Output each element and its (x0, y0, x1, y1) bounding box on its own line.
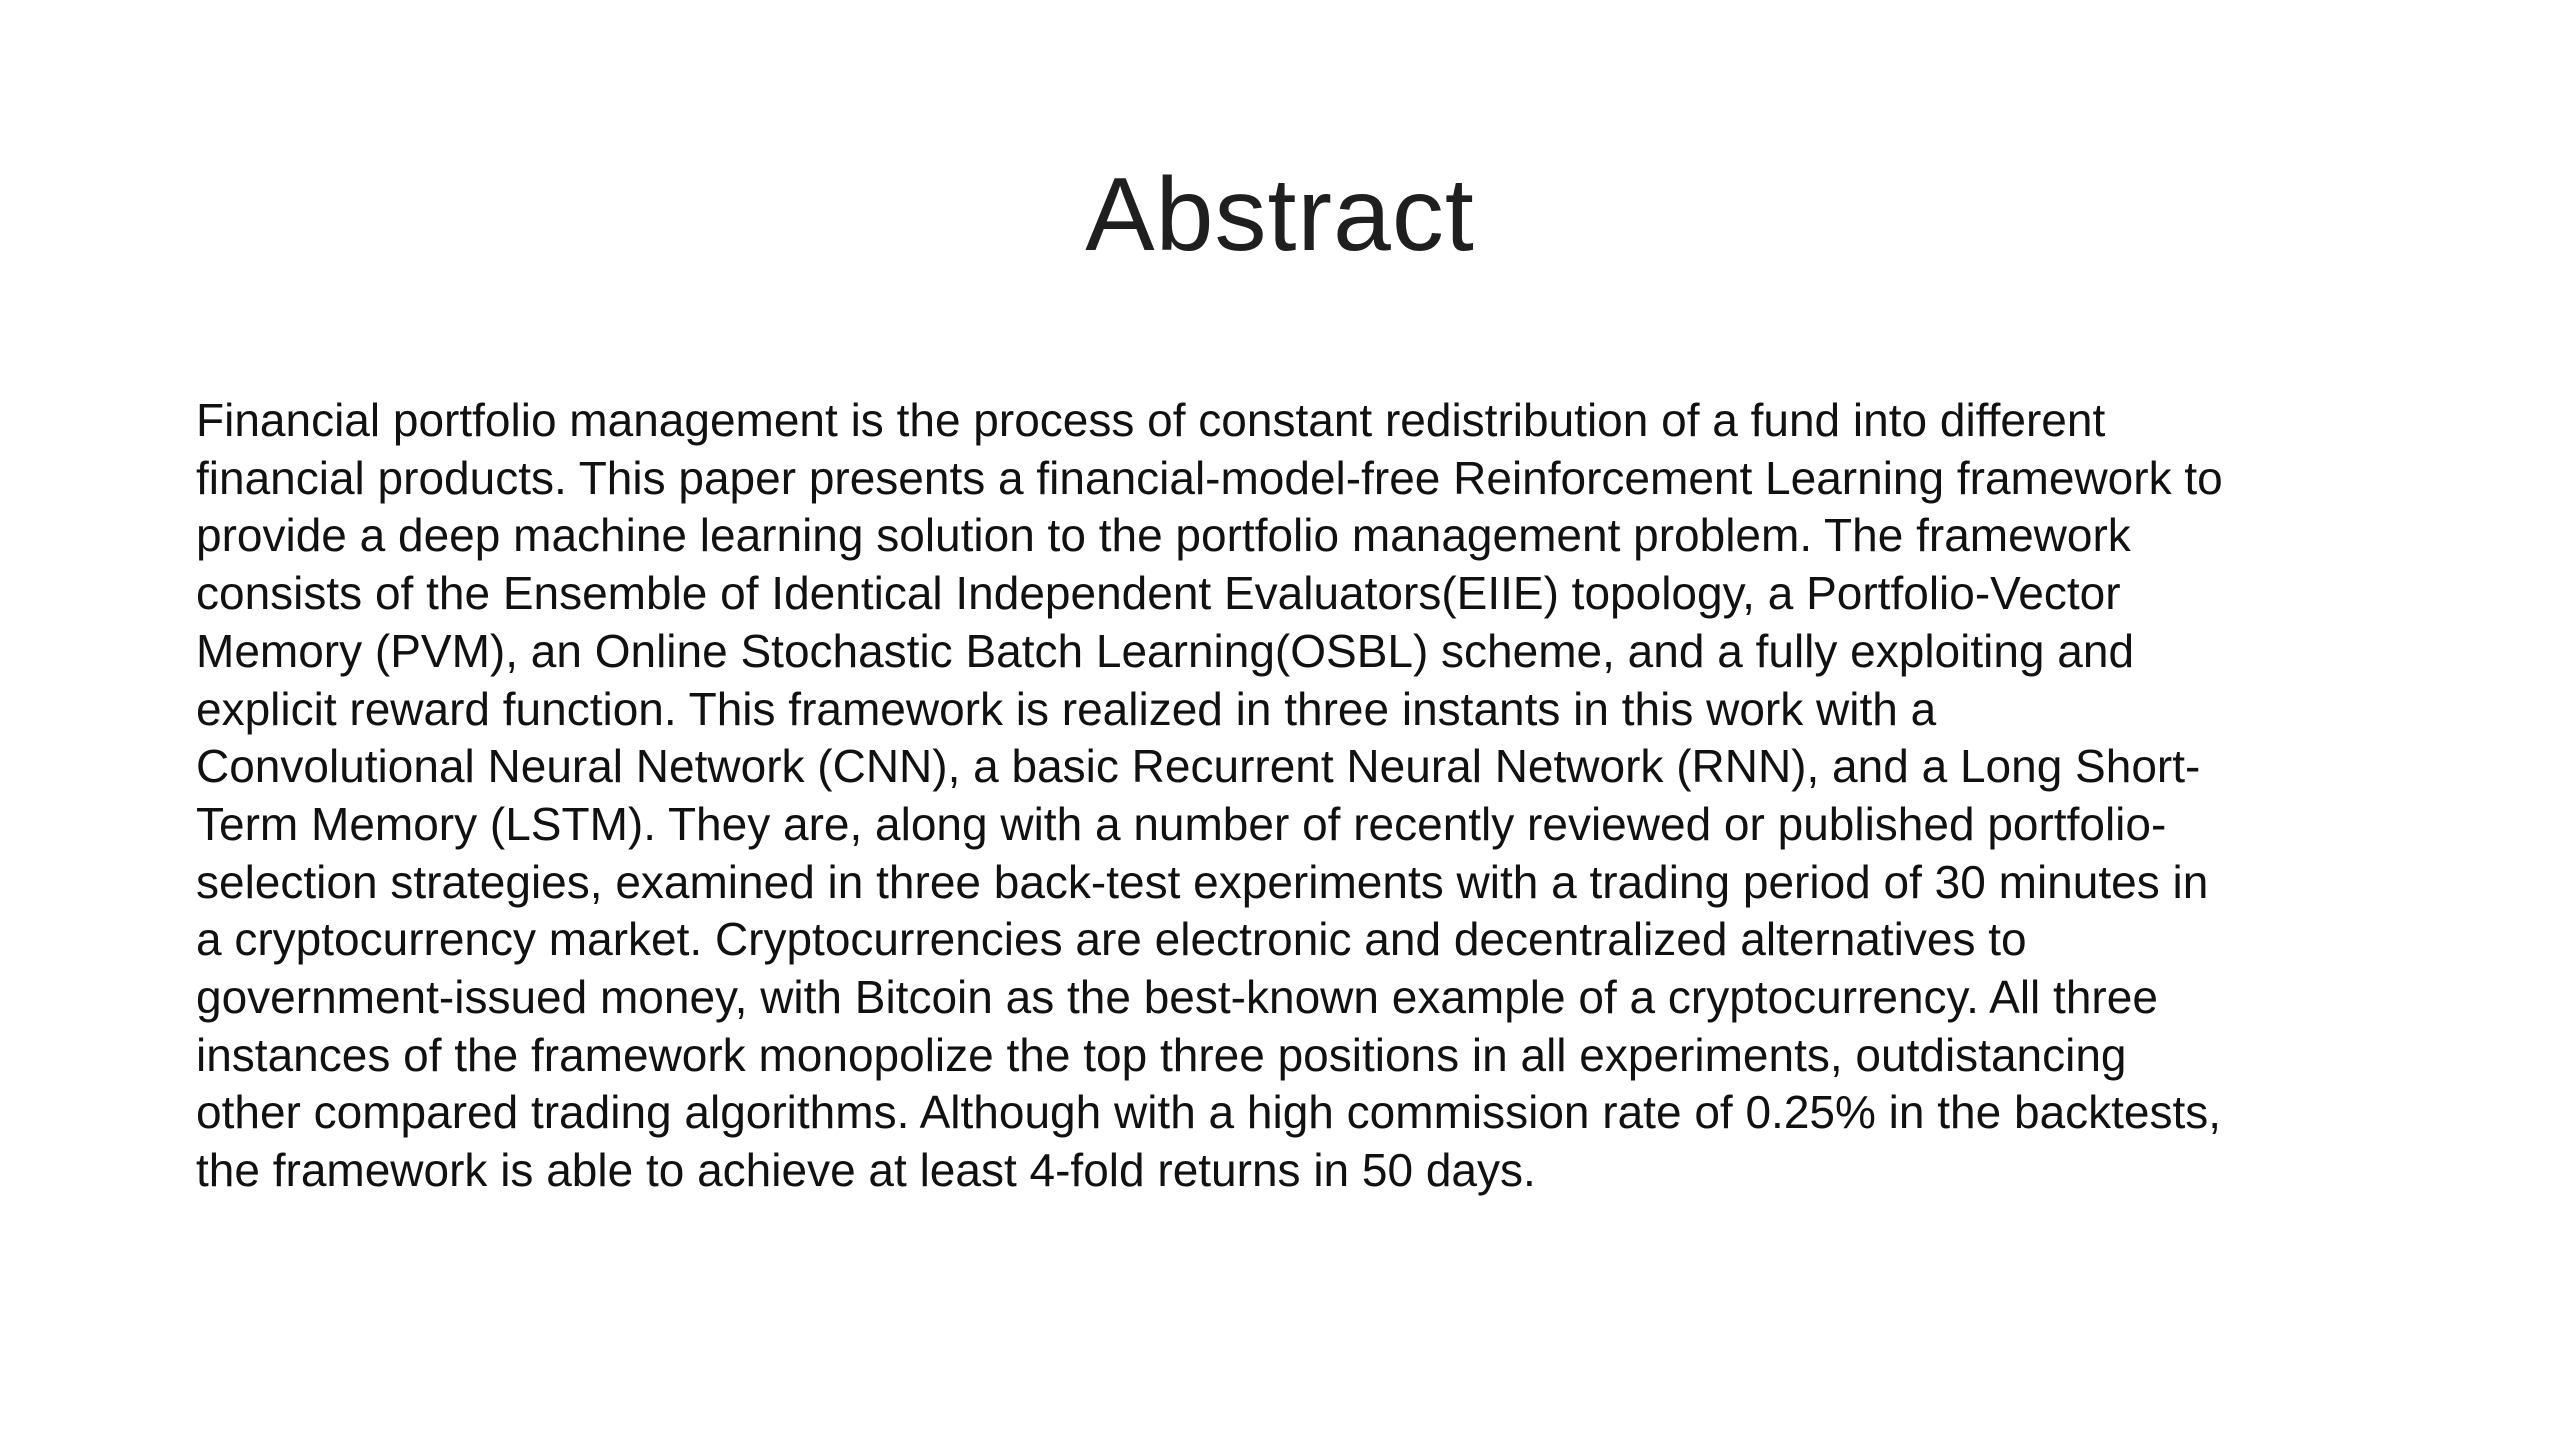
abstract-line: other compared trading algorithms. Although with a high commission rate of 0.25% in the backtests, (196, 1086, 2222, 1139)
abstract-line: Term Memory (LSTM). They are, along with a number of recently reviewed or published portfolio- (196, 797, 2167, 850)
abstract-line: Convolutional Neural Network (CNN), a basic Recurrent Neural Network (RNN), and a Long Short- (196, 740, 2201, 793)
abstract-line: the framework is able to achieve at least 4-fold returns in 50 days. (196, 1144, 1536, 1197)
abstract-line: a cryptocurrency market. Cryptocurrencies are electronic and decentralized alternatives to (196, 913, 2027, 966)
abstract-line: selection strategies, examined in three back-test experiments with a trading period of 30 minutes in (196, 855, 2209, 908)
abstract-line: consists of the Ensemble of Identical Independent Evaluators(EIIE) topology, a Portfolio-Vector (196, 567, 2121, 620)
abstract-line: explicit reward function. This framework is realized in three instants in this work with a (196, 682, 1937, 735)
abstract-line: financial products. This paper presents a financial-model-free Reinforcement Learning framework to (196, 451, 2223, 504)
slide-title: Abstract (1085, 157, 1475, 273)
abstract-line: Memory (PVM), an Online Stochastic Batch Learning(OSBL) scheme, and a fully exploiting and (196, 624, 2135, 677)
abstract-line: Financial portfolio management is the process of constant redistribution of a fund into different (196, 394, 2106, 446)
abstract-line: government-issued money, with Bitcoin as the best-known example of a cryptocurrency. All three (196, 971, 2158, 1024)
abstract-body (196, 392, 2396, 1200)
abstract-line: provide a deep machine learning solution to the portfolio management problem. The framework (196, 509, 2131, 562)
abstract-line: instances of the framework monopolize the top three positions in all experiments, outdistancing (196, 1028, 2127, 1081)
